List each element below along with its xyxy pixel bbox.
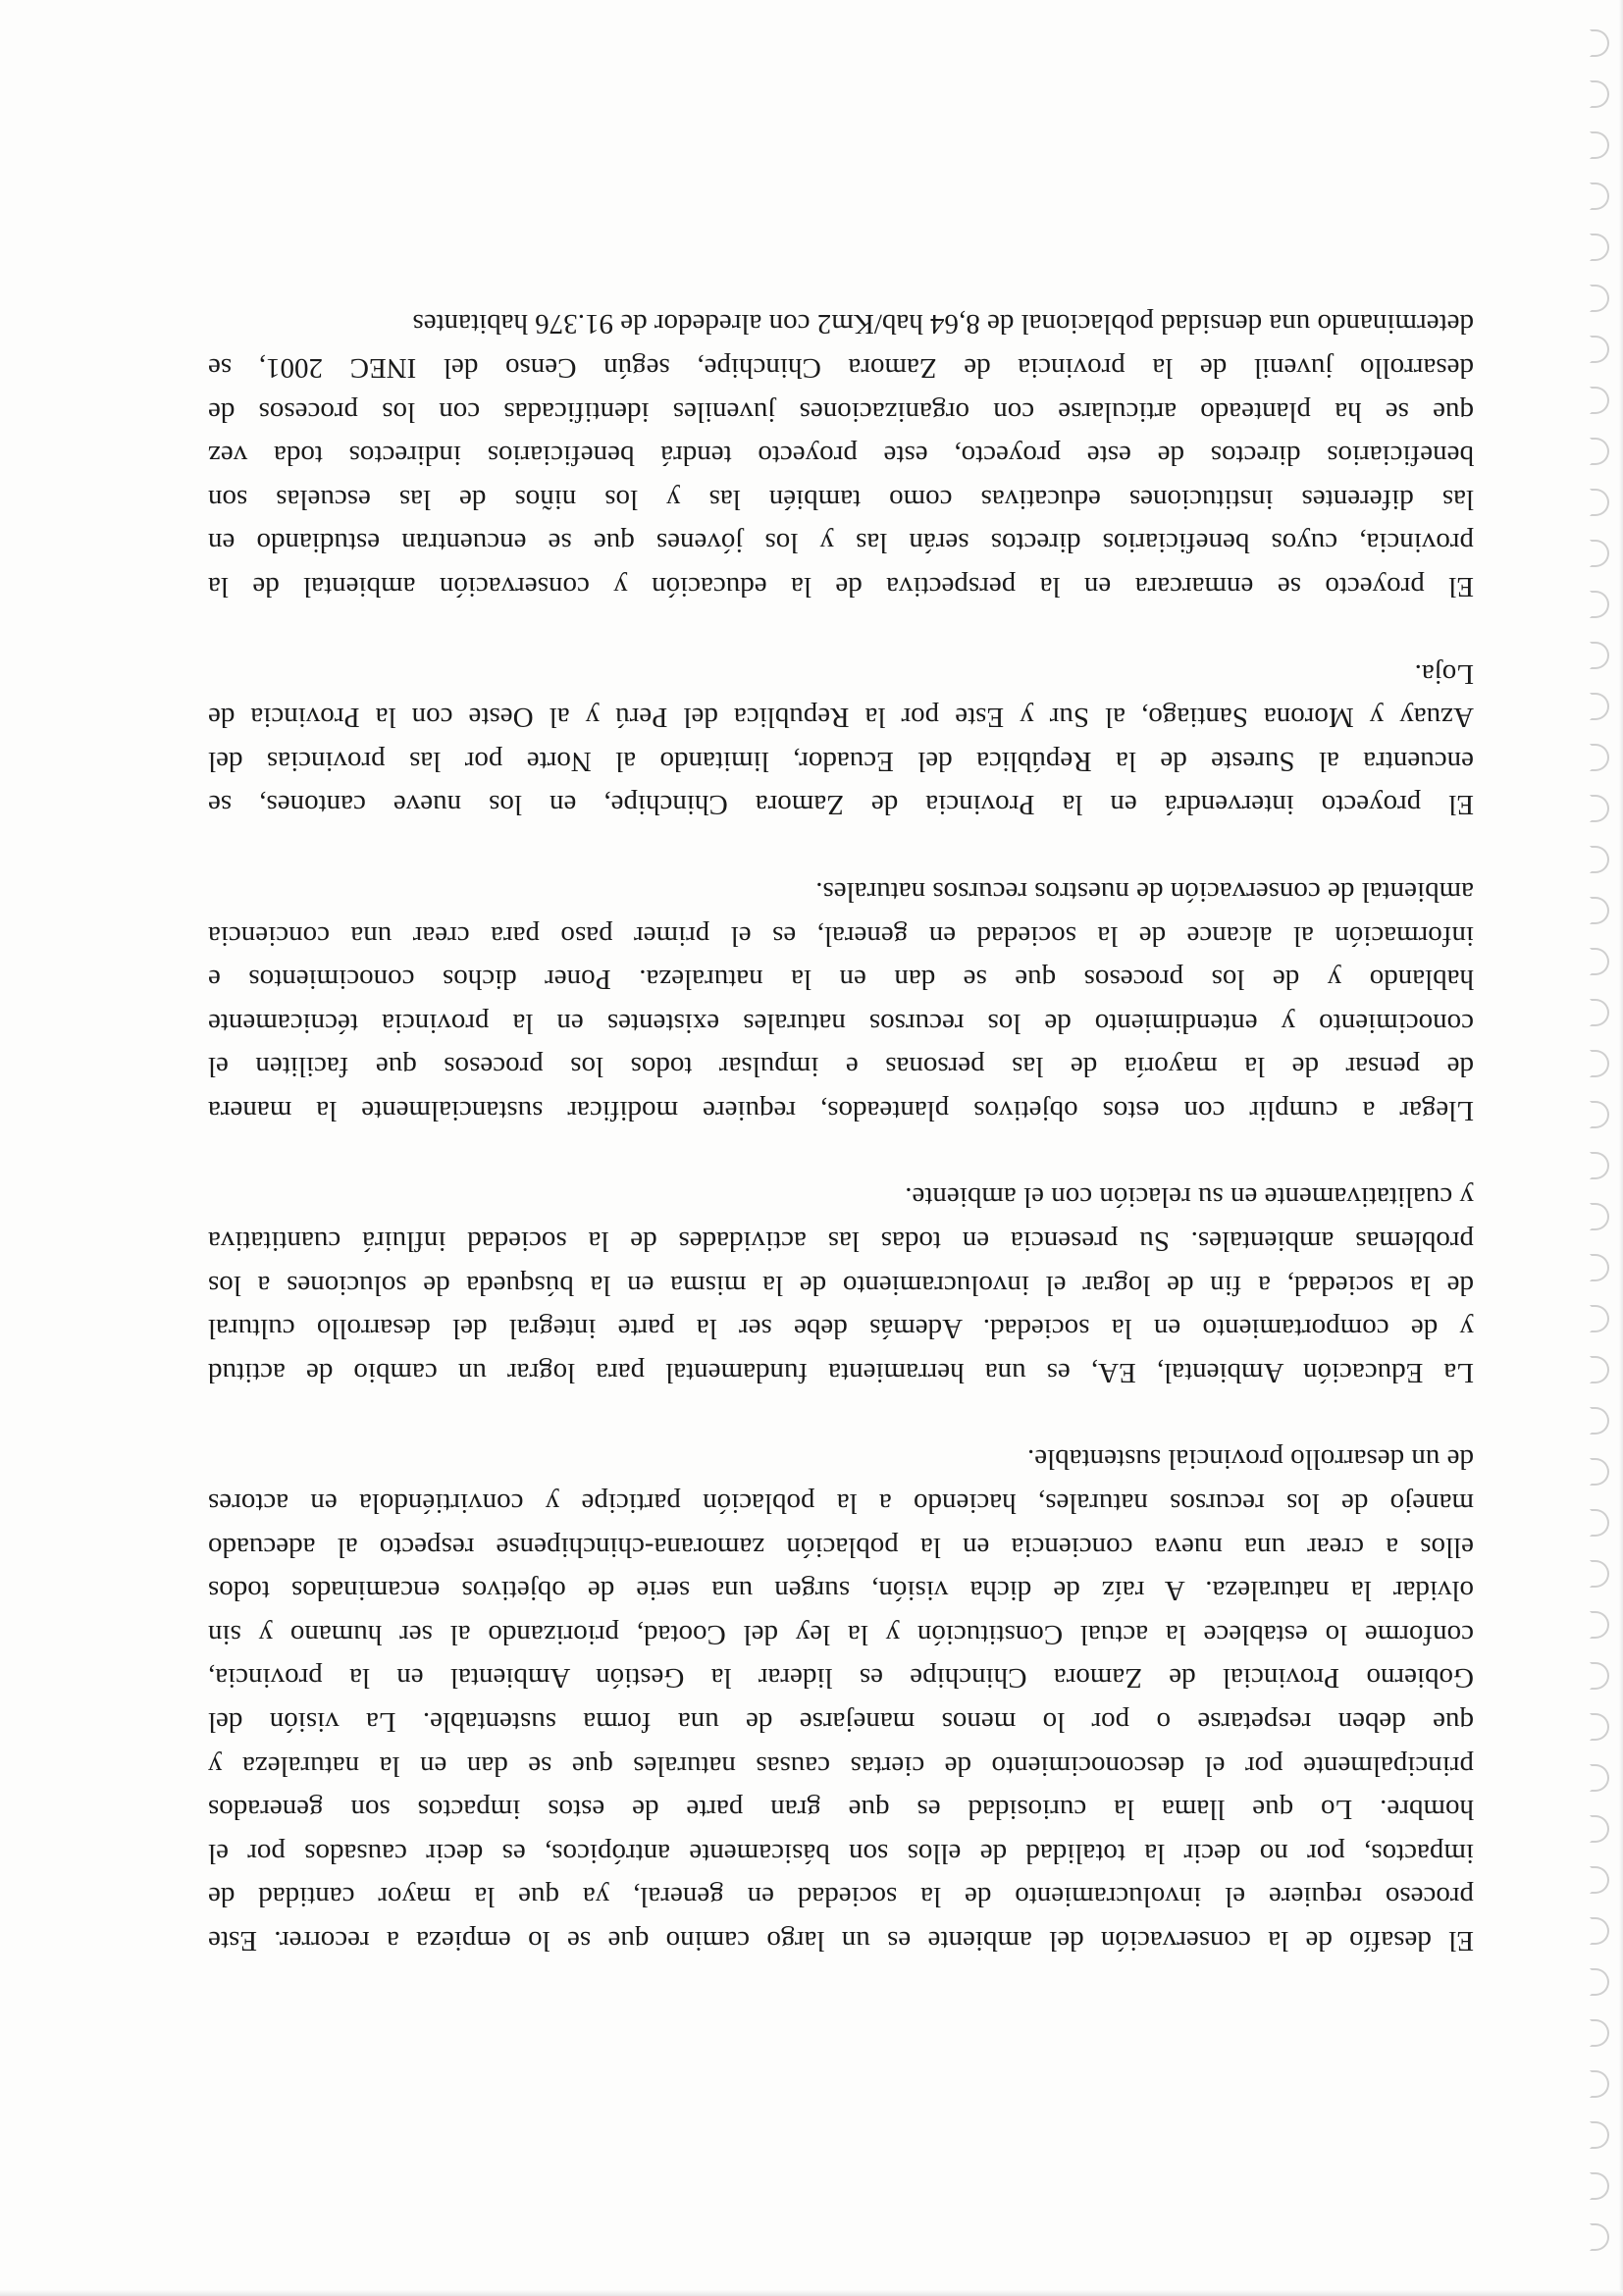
text-line: de la sociedad, a fin de lograr el involucramiento de la misma en la búsqueda de soluciones a los (208, 1269, 1474, 1301)
text-line: conforme lo establece la actual Constitución y la ley del Cootad, priorizando al ser humano y sin (208, 1618, 1474, 1650)
text-line: y de comportamiento en la sociedad. Además debe ser la parte integral del desarrollo cultural (208, 1313, 1474, 1345)
text-line: proceso requiere el involucramiento de la sociedad en general, ya que la mayor cantidad de (208, 1881, 1474, 1913)
text-line: de pensar de la mayoría de las personas e impulsar todos los procesos que faciliten el (208, 1051, 1474, 1083)
text-line: determinando una densidad poblacional de 8,64 hab/Km2 con alrededor de 91.376 habitantes (412, 308, 1474, 340)
text-line: Gobierno Provincial de Zamora Chinchipe es liderar la Gestión Ambiental en la provincia, (208, 1662, 1474, 1695)
text-line: Loja. (1414, 657, 1474, 690)
text-line: Azuay y Morona Santiago, al Sur y Este por la Republica del Perú y al Oeste con la Provincia de (208, 702, 1474, 734)
paragraph (208, 652, 1474, 826)
text-line: de un desarrollo provincial sustentable. (1026, 1443, 1474, 1476)
text-line: El proyecto se enmarcara en la perspectiva de la educación y conservación ambiental de la (208, 570, 1474, 602)
paragraph (208, 1175, 1474, 1394)
text-line: Llegar a cumplir con estos objetivos planteados, requiere modificar sustancialmente la manera (208, 1094, 1474, 1126)
text-line: que se ha planteado articularse con organizaciones juveniles identificadas con los procesos de (208, 395, 1474, 428)
text-line: provincia, cuyos beneficiarios directos serán las y los jóvenes que se encuentran estudiando en (208, 527, 1474, 559)
text-line: que deben respetarse o por lo menos manejarse de una forma sustentable. La visión del (208, 1706, 1474, 1739)
text-line: información al alcance de la sociedad en general, es el primer paso para crear una conciencia (208, 919, 1474, 952)
text-line: encuentra al Sureste de la República del Ecuador, limitando al Norte por las provincias del (208, 745, 1474, 777)
text-line: El desafío de la conservación del ambiente es un largo camino que se lo empieza a recorrer. Este (208, 1925, 1474, 1957)
text-line: conocimiento y entendimiento de los recursos naturales existentes en la provincia técnicamente (208, 1007, 1474, 1039)
text-line: hombre. Lo que llama la curiosidad es que gran parte de estos impactos son generados (208, 1794, 1474, 1826)
paragraph (208, 1437, 1474, 1962)
document-body (208, 302, 1474, 1962)
text-line: principalmente por el desconocimiento de ciertas causas naturales que se dan en la naturaleza y (208, 1749, 1474, 1782)
text-line: impactos, por no decir la totalidad de ellos son básicamente antrópicos, es decir causados por el (208, 1837, 1474, 1869)
text-line: El proyecto intervendrá en la Provincia de Zamora Chinchipe, en los nueve cantones, se (208, 789, 1474, 821)
text-line: ambiental de conservación de nuestros recursos naturales. (815, 875, 1474, 908)
text-line: las diferentes instituciones educativas como también las y los niños de las escuelas son (208, 483, 1474, 515)
text-line: problemas ambientales. Su presencia en todas las actividades de la sociedad influirá cuantitativa (208, 1226, 1474, 1258)
text-line: olvidar la naturaleza. A raíz de dicha visión, surgen una serie de objetivos encaminados todos (208, 1575, 1474, 1607)
text-line: desarrollo juvenil de la provincia de Zamora Chinchipe, según Censo del INEC 2001, se (208, 352, 1474, 384)
text-line: y cualitativamente en su relación con el ambiente. (905, 1181, 1474, 1214)
text-line: La Educación Ambiental, EA, es una herramienta fundamental para lograr un cambio de actitud (208, 1356, 1474, 1388)
text-line: beneficiarios directos de este proyecto, este proyecto tendrá beneficiarios indirectos toda vez (208, 440, 1474, 472)
paragraph (208, 302, 1474, 608)
text-line: hablando y de los procesos que se dan en la naturaleza. Poner dichos conocimientos e (208, 964, 1474, 996)
text-line: manejo de los recursos naturales, haciendo a la población participe y convirtiéndola en actores (208, 1487, 1474, 1520)
paragraph (208, 869, 1474, 1132)
text-line: ellos a crear una nueva conciencia en la población zamorana-chinchipense respecto al adecuado (208, 1531, 1474, 1563)
